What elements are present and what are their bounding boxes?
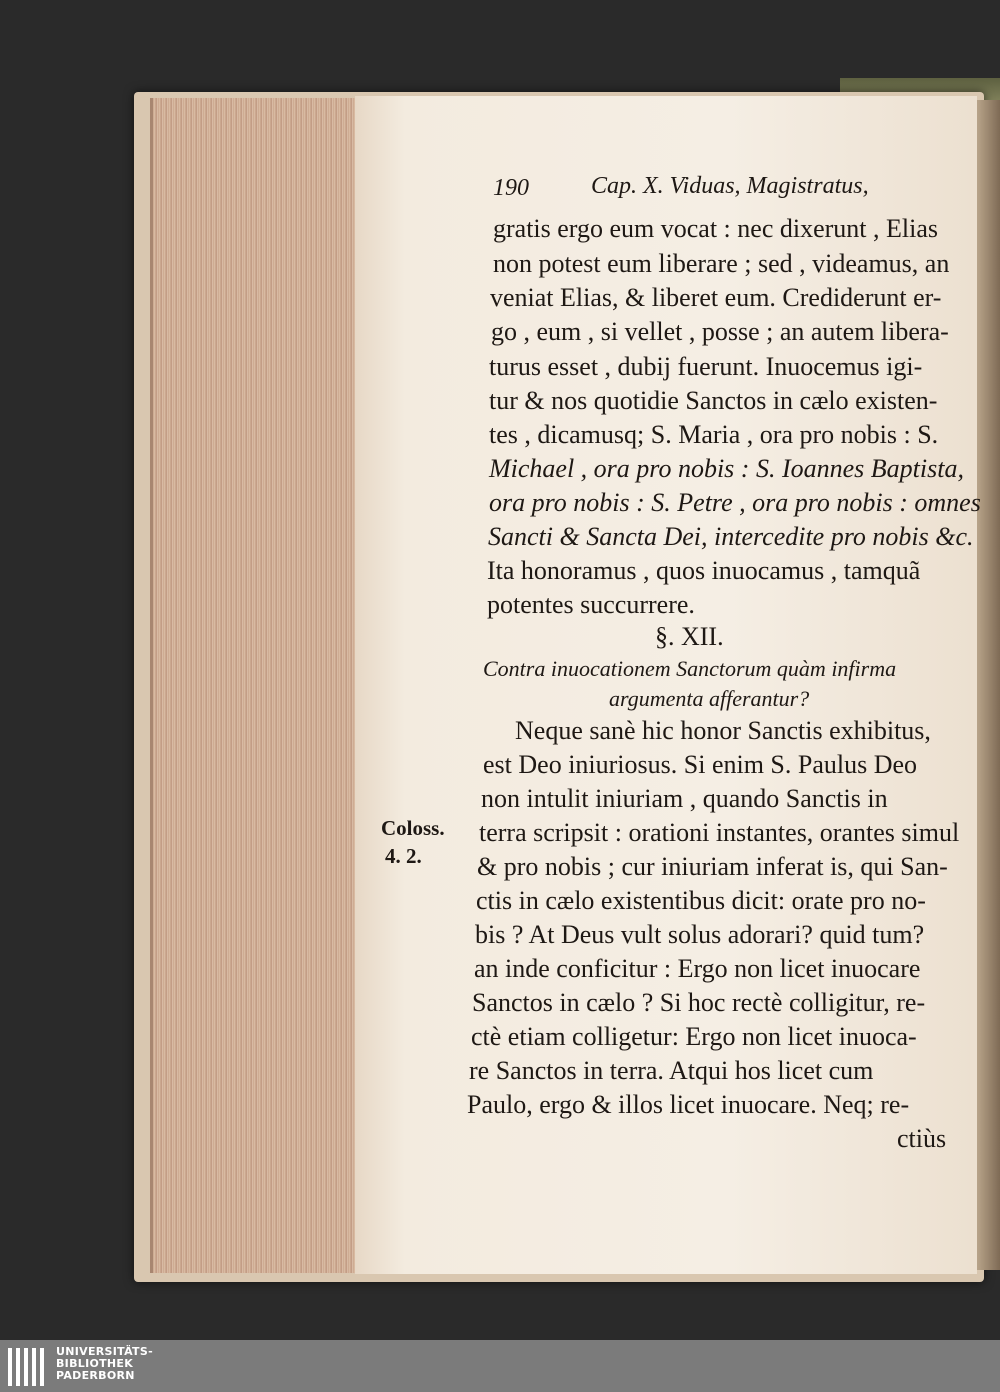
text-line: non intulit iniuriam , quando Sanctis in xyxy=(481,784,888,813)
text-line: an inde conficitur : Ergo non licet inuocare xyxy=(474,954,921,983)
text-line: veniat Elias, & liberet eum. Crediderunt er- xyxy=(490,283,942,312)
text-line: est Deo iniuriosus. Si enim S. Paulus Deo xyxy=(483,750,918,779)
page-number: 190 xyxy=(493,175,529,201)
text-line: ctè etiam colligetur: Ergo non licet inuoca- xyxy=(471,1022,917,1051)
text-line: Paulo, ergo & illos licet inuocare. Neq; re- xyxy=(467,1090,910,1119)
library-logo-icon xyxy=(6,1346,50,1388)
text-line: Michael , ora pro nobis : S. Ioannes Baptista, xyxy=(489,454,964,483)
text-line: tes , dicamusq; S. Maria , ora pro nobis : S. xyxy=(489,420,939,449)
text-line: ora pro nobis : S. Petre , ora pro nobis : omnes xyxy=(489,488,981,517)
text-line: turus esset , dubij fuerunt. Inuocemus igi- xyxy=(489,352,923,381)
section-title-line: Contra inuocationem Sanctorum quàm infirma xyxy=(483,656,897,681)
running-title: Cap. X. Viduas, Magistratus, xyxy=(591,173,869,199)
text-line: ctis in cælo existentibus dicit: orate pro no- xyxy=(476,886,926,915)
margin-note: 4. 2. xyxy=(385,844,422,868)
text-line: bis ? At Deus vult solus adorari? quid tum? xyxy=(475,920,925,949)
text-line: terra scripsit : orationi instantes, orantes simul xyxy=(479,818,960,847)
text-line: tur & nos quotidie Sanctos in cælo existen- xyxy=(489,386,938,415)
page-edges xyxy=(150,98,365,1273)
text-line: Neque sanè hic honor Sanctis exhibitus, xyxy=(515,716,931,745)
text-line: Sanctos in cælo ? Si hoc rectè colligitur, re- xyxy=(472,988,926,1017)
text-line: Sancti & Sancta Dei, intercedite pro nobis &c. xyxy=(488,522,974,551)
section-title-line: argumenta afferantur? xyxy=(609,686,810,711)
text-line: potentes succurrere. xyxy=(487,590,695,619)
margin-note: Coloss. xyxy=(381,816,445,840)
text-line: gratis ergo eum vocat : nec dixerunt , Elias xyxy=(493,214,938,243)
text-line: go , eum , si vellet , posse ; an autem libera- xyxy=(491,317,949,346)
library-name-line: PADERBORN xyxy=(56,1369,135,1382)
section-number: §. XII. xyxy=(655,622,724,651)
text-line: non potest eum liberare ; sed , videamus, an xyxy=(493,249,950,278)
library-name-line: BIBLIOTHEK xyxy=(56,1357,134,1370)
next-page-edge xyxy=(975,100,1000,1270)
text-line: re Sanctos in terra. Atqui hos licet cum xyxy=(469,1056,874,1085)
catchword: ctiùs xyxy=(897,1124,947,1153)
library-name-line: UNIVERSITÄTS- xyxy=(56,1345,153,1358)
text-line: Ita honoramus , quos inuocamus , tamquã xyxy=(487,556,921,585)
text-line: & pro nobis ; cur iniuriam inferat is, qui San- xyxy=(477,852,948,881)
book-page xyxy=(355,96,981,1274)
